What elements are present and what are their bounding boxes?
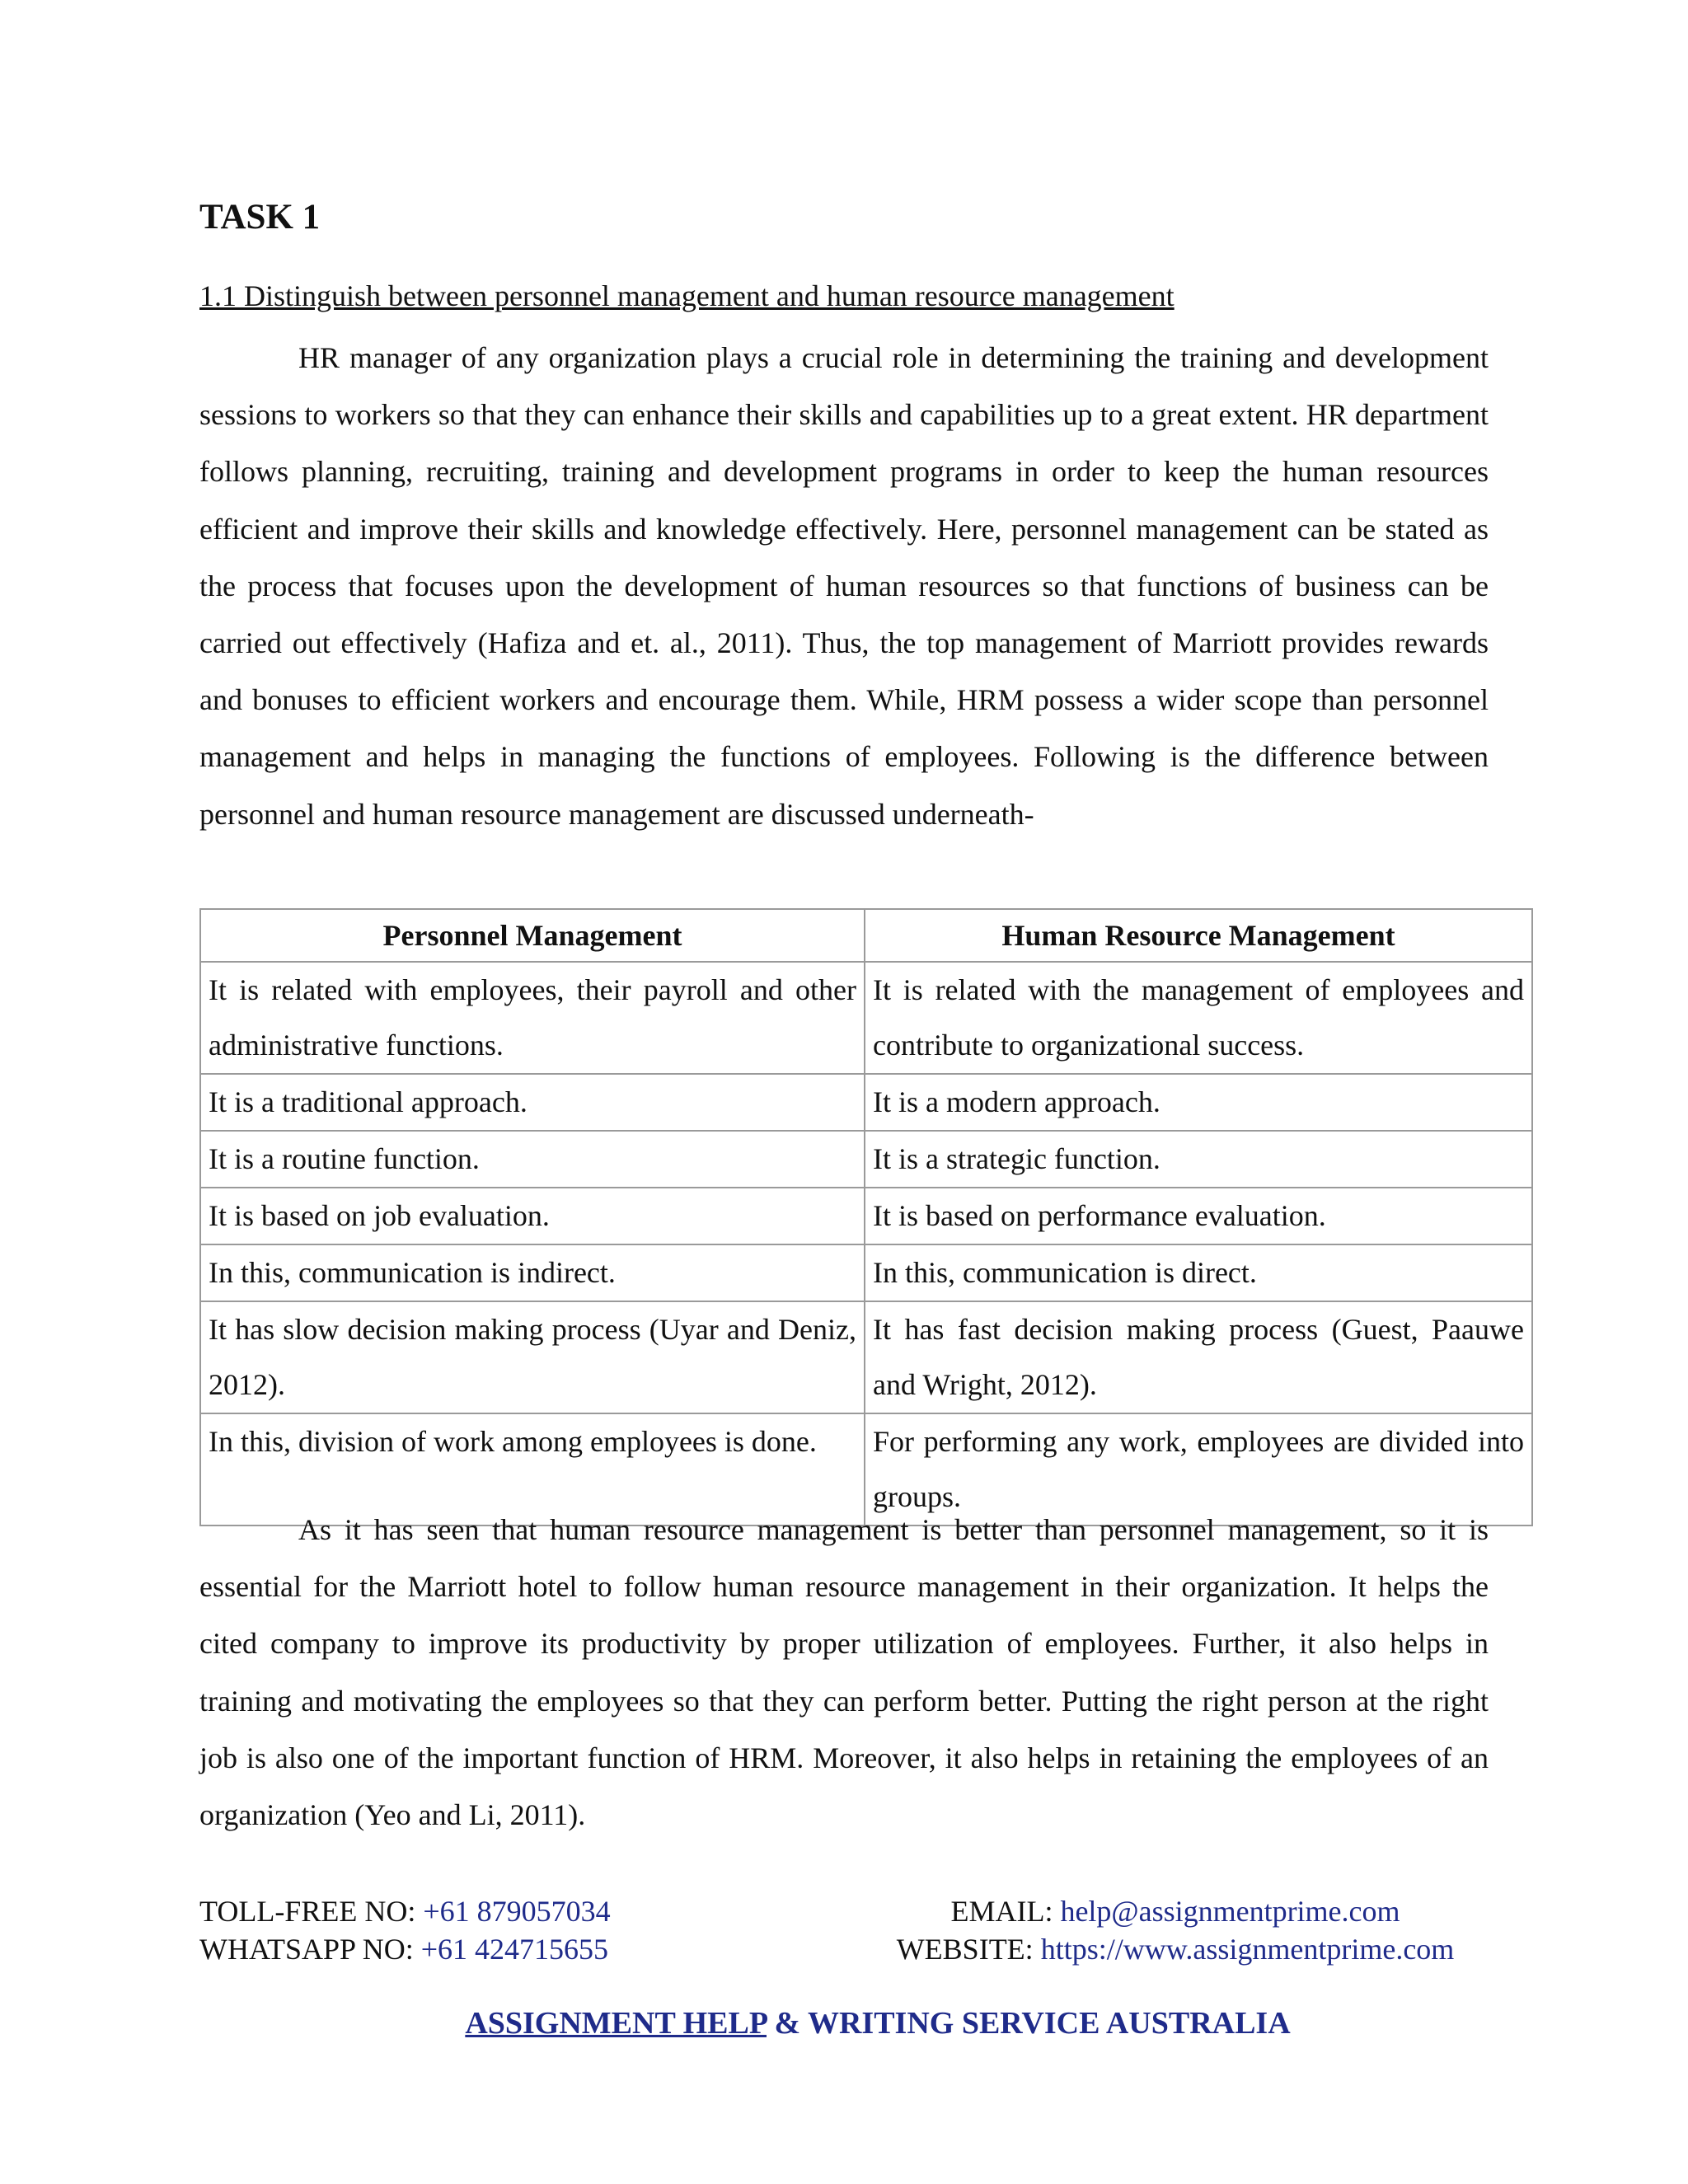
whatsapp-line [199,1930,611,1968]
conclusion-paragraph: As it has seen that human resource management is better than personnel management, so it is essential for the Marriott hotel to follow human resource management in their organization. It helps the cited company to improve its productivity by proper utilization of employees. Further, it also helps in training and motivating the employees so that they can perform better. Putting the right person at the right job is also one of the important function of HRM. Moreover, it also helps in retaining the employees of an organization (Yeo and Li, 2011). [199,1513,1489,1832]
section-heading: 1.1 Distinguish between personnel management and human resource management [199,279,1175,312]
website-line [847,1930,1503,1968]
task-title: TASK 1 [199,198,321,237]
table-cell: It is related with employees, their payroll and other administrative functions. [200,962,865,1074]
table-cell: In this, communication is indirect. [200,1244,865,1301]
table-cell: It is a traditional approach. [200,1074,865,1131]
table-cell: It is a routine function. [200,1131,865,1188]
table-row [200,1301,1532,1413]
table-cell: It is a modern approach. [865,1074,1532,1131]
table-header-personnel: Personnel Management [200,909,865,962]
table-cell: In this, division of work among employees is done. [200,1413,865,1526]
table-row [200,1074,1532,1131]
footer-banner [0,2004,1688,2042]
table-cell: It is based on performance evaluation. [865,1188,1532,1244]
table-header-row [200,909,1532,962]
comparison-table [199,908,1533,1526]
assignment-help-link[interactable]: ASSIGNMENT HELP [465,2006,767,2041]
table-row [200,1131,1532,1188]
table-cell: It is a strategic function. [865,1131,1532,1188]
table-header-hrm: Human Resource Management [865,909,1532,962]
table-cell: For performing any work, employees are divided into groups. [865,1413,1532,1526]
table-cell: It is based on job evaluation. [200,1188,865,1244]
intro-paragraph: HR manager of any organization plays a crucial role in determining the training and development sessions to workers so that they can enhance their skills and capabilities up to a great extent. HR department follows planning, recruiting, training and development programs in order to keep the human resources efficient and improve their skills and knowledge effectively. Here, personnel management can be stated as the process that focuses upon the development of human resources so that functions of business can be carried out effectively (Hafiza and et. al., 2011). Thus, the top management of Marriott provides rewards and bonuses to efficient workers and encourage them. While, HRM possess a wider scope than personnel management and helps in managing the functions of employees. Following is the difference between personnel and human resource management are discussed underneath- [199,341,1489,831]
website-link[interactable]: https://www.assignmentprime.com [1040,1933,1455,1966]
table-cell: It has slow decision making process (Uyar and Deniz, 2012). [200,1301,865,1413]
table-cell: In this, communication is direct. [865,1244,1532,1301]
table-cell: It is related with the management of employees and contribute to organizational success. [865,962,1532,1074]
whatsapp-number[interactable]: +61 424715655 [420,1933,609,1966]
table-row [200,1188,1532,1244]
table-row [200,1244,1532,1301]
website-label: WEBSITE: [896,1933,1041,1966]
contact-online [847,1892,1503,1968]
email-line [847,1892,1503,1930]
toll-free-number[interactable]: +61 879057034 [423,1895,611,1928]
toll-free-line [199,1892,611,1930]
table-row [200,962,1532,1074]
toll-free-label: TOLL-FREE NO: [199,1895,424,1928]
whatsapp-label: WHATSAPP NO: [199,1933,421,1966]
email-label: EMAIL: [950,1895,1061,1928]
email-link[interactable]: help@assignmentprime.com [1060,1895,1400,1928]
contact-phones [199,1892,611,1968]
banner-tagline: & WRITING SERVICE AUSTRALIA [767,2006,1291,2041]
table-cell: It has fast decision making process (Guest, Paauwe and Wright, 2012). [865,1301,1532,1413]
